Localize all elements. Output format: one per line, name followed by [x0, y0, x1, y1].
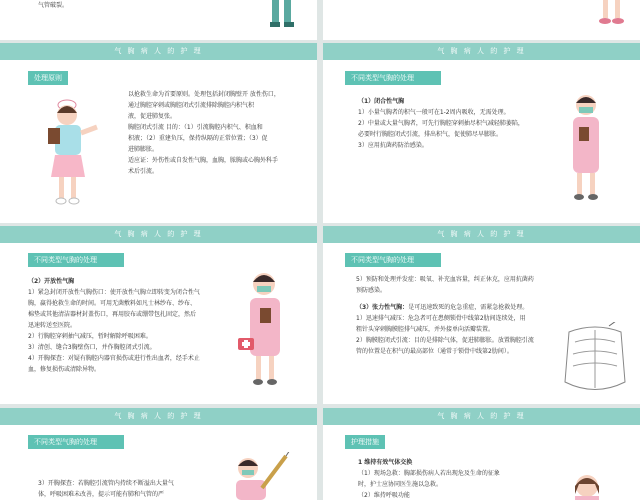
text-heading: 1 维持有效气体交换	[358, 459, 413, 466]
text-line: 术后引流。	[128, 168, 159, 175]
text-line: 1）迅速排气减压：危急者可在患侧锁骨中线第2肋间连续处，用	[356, 315, 526, 322]
text-line: 时，护士应协同医生施以急救。	[358, 481, 443, 488]
text-line: 棉垫或其他清洁器材封盖伤口，再用胶布或绷带包扎固定，然后	[28, 311, 197, 318]
slide-3	[0, 226, 317, 404]
slide-top-left	[0, 0, 317, 40]
slide-text	[38, 0, 68, 11]
nurse-illustration	[561, 91, 611, 211]
section-tag: 处理原则	[28, 71, 68, 85]
text-line: 气管破裂。	[38, 2, 69, 9]
section-tag: 护理措施	[345, 435, 385, 449]
slide-header: 气 胸 病 人 的 护 理	[0, 43, 317, 60]
text-line: 管的位置是在积气的最高部位（通常于锁骨中线第2肋间）。	[356, 348, 513, 355]
text-line: 4）开胸探查：对疑有胸腔内器官损伤或进行性出血者，经手术止	[28, 355, 200, 362]
nurse-legs-illustration	[262, 0, 302, 30]
text-line: 体，呼吸困难未改善，提示可能有肺和气管的严	[38, 491, 165, 498]
text-line: 3）开胸探查：若胸腔引流管内持续不断溢出大量气	[38, 480, 174, 487]
chest-anatomy-sketch	[559, 322, 631, 400]
text-line: 是可迅速致死的危急重症，需紧急抢救处理。	[408, 304, 529, 311]
text-line: 5）预防和处理并发症：吸氧、补充血容量，纠正休克，应用抗菌药	[356, 276, 534, 283]
text-line: 通过胸腔穿刺或胸腔闭式引流排除胸腔内积气积	[128, 102, 255, 109]
slide-header: 气 胸 病 人 的 护 理	[323, 226, 640, 243]
slide-text	[356, 274, 586, 357]
text-line: 胸，赢得抢救生命的时间。可用无菌敷料如凡士林纱布、纱布、	[28, 300, 197, 307]
nurse-illustration	[567, 470, 607, 500]
section-tag: 不同类型气胸的处理	[28, 253, 124, 267]
text-line: 粗针头穿刺胸膜腔排气减压，并外接单向活瓣装置。	[356, 326, 495, 333]
slide-6	[323, 408, 640, 500]
nurse-with-syringe-illustration	[232, 452, 292, 500]
slide-4	[323, 226, 640, 404]
text-line: 预防感染。	[356, 287, 387, 294]
text-heading: （1）闭合性气胸	[358, 98, 405, 105]
text-line: 必要时行胸腔闭式引流，排出积气，促使肺尽早膨胀。	[358, 131, 503, 138]
text-line: （2）维持呼吸功能	[358, 492, 410, 499]
slide-text	[358, 96, 588, 151]
slide-2	[323, 43, 640, 223]
text-line: 以抢救生命为首要原则。处理包括封闭胸壁开 放性伤口，	[128, 91, 280, 98]
slide-header: 气 胸 病 人 的 护 理	[0, 408, 317, 425]
text-heading: （3）张力性气胸：	[356, 304, 409, 311]
slide-header: 气 胸 病 人 的 护 理	[323, 43, 640, 60]
section-tag: 不同类型气胸的处理	[28, 435, 124, 449]
slide-text	[28, 276, 238, 375]
nurse-legs-illustration	[593, 0, 633, 30]
text-line: 积液；（2）重建负压，保持纵隔的正常位置；（3）促	[128, 135, 268, 142]
text-line: 液，促进肺复张。	[128, 113, 177, 120]
slide-top-right	[323, 0, 640, 40]
section-tag: 不同类型气胸的处理	[345, 253, 441, 267]
nurse-illustration	[45, 93, 105, 213]
text-line: 1）紧急封闭开放性气胸伤口：使开放性气胸立即转变为闭合性气	[28, 289, 200, 296]
nurse-with-medkit-illustration	[238, 268, 298, 393]
text-heading: （2）开放性气胸	[28, 278, 75, 285]
slide-header: 气 胸 病 人 的 护 理	[0, 226, 317, 243]
slide-5	[0, 408, 317, 500]
text-line: 2）胸膜腔闭式引流：目的是排除气体，促进肺膨胀。放置胸腔引流	[356, 337, 534, 344]
slide-text	[128, 89, 308, 177]
text-line: 胸腔闭式引流 目的：（1）引流胸腔内积气、积血和	[128, 124, 263, 131]
section-tag: 不同类型气胸的处理	[345, 71, 441, 85]
text-line: 3）应用抗菌药防治感染。	[358, 142, 428, 149]
text-line: （1）现场急救：胸部损伤病人若出现危及生命的征象	[358, 470, 500, 477]
text-line: 3）清创、缝合3胸壁伤口，并作胸腔闭式引流。	[28, 344, 156, 351]
text-line: 2）中量或大量气胸者，可先行胸腔穿刺抽尽积气减轻肺萎陷，	[358, 120, 524, 127]
text-line: 迅速转送至医院。	[28, 322, 77, 329]
slide-header: 气 胸 病 人 的 护 理	[323, 408, 640, 425]
text-line: 1）小量气胸者的积气一般可在1-2周内吸收，无需处理。	[358, 109, 510, 116]
text-line: 血，修复损伤或清除异物。	[28, 366, 101, 373]
text-line: 进肺膨胀。	[128, 146, 159, 153]
text-line: 2）行胸腔穿刺抽气减压，暂时解除呼吸困难。	[28, 333, 152, 340]
slide-1	[0, 43, 317, 223]
slide-text	[358, 457, 568, 500]
slide-text	[38, 478, 228, 500]
text-line: 适应证：外伤性或自发性气胸，血胸，脓胸或心胸外科手	[128, 157, 279, 164]
